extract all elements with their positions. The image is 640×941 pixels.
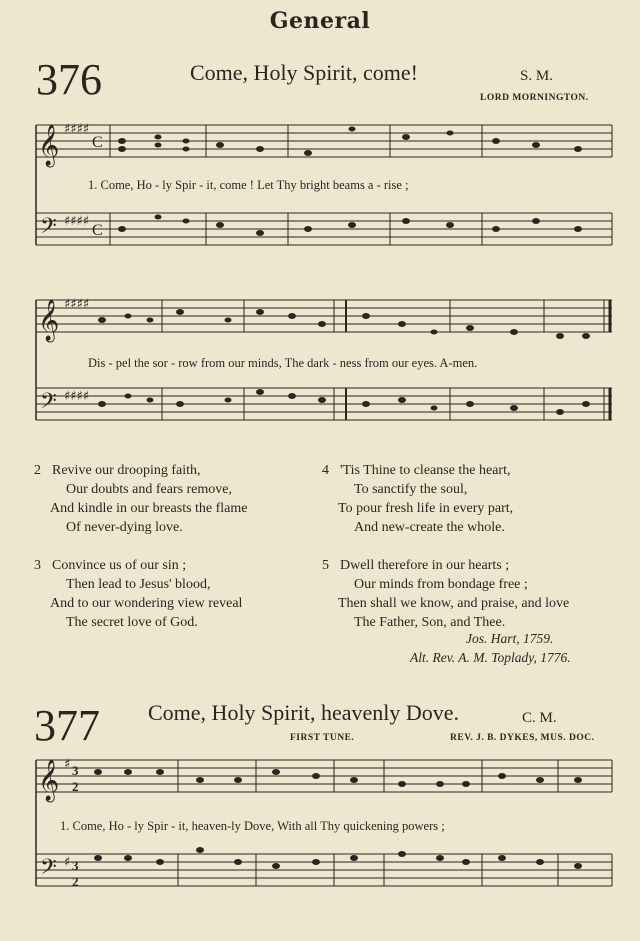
svg-text:C: C bbox=[92, 222, 103, 239]
svg-text:♯: ♯ bbox=[64, 757, 71, 772]
section-title: General bbox=[269, 8, 371, 34]
verse-line: Of never-dying love. bbox=[66, 520, 183, 535]
verse-line: Our minds from bondage free ; bbox=[354, 577, 528, 592]
verse-line: Dwell therefore in our hearts ; bbox=[340, 558, 510, 573]
verse-line: The Father, Son, and Thee. bbox=[354, 615, 506, 630]
verse-line: Our doubts and fears remove, bbox=[66, 482, 233, 497]
verse-number: 3 bbox=[34, 558, 41, 573]
hymn-number-377: 377 bbox=[34, 701, 100, 750]
svg-text:𝄞: 𝄞 bbox=[38, 125, 60, 166]
svg-text:𝄢: 𝄢 bbox=[40, 389, 57, 419]
svg-text:♯♯♯♯: ♯♯♯♯ bbox=[64, 389, 90, 404]
tune-label-377: FIRST TUNE. bbox=[290, 733, 355, 743]
verse-line: To sanctify the soul, bbox=[354, 482, 468, 497]
verse-line: Then shall we know, and praise, and love bbox=[338, 596, 570, 611]
hymn-title-376: Come, Holy Spirit, come! bbox=[190, 60, 418, 85]
verse-4 bbox=[322, 461, 513, 537]
meter-376: S. M. bbox=[520, 68, 553, 84]
hymn-number-376: 376 bbox=[36, 55, 102, 104]
svg-text:♯♯♯♯: ♯♯♯♯ bbox=[64, 122, 90, 137]
verse-line: And new-create the whole. bbox=[354, 520, 505, 535]
svg-text:♯♯♯♯: ♯♯♯♯ bbox=[64, 214, 90, 229]
svg-text:𝄢: 𝄢 bbox=[40, 214, 57, 244]
svg-text:3: 3 bbox=[72, 763, 79, 778]
attribution-alteration: Alt. Rev. A. M. Toplady, 1776. bbox=[410, 650, 571, 665]
verse-line: Revive our drooping faith, bbox=[52, 463, 201, 478]
meter-377: C. M. bbox=[522, 710, 557, 726]
verse-number: 2 bbox=[34, 463, 41, 478]
verse-line: 'Tis Thine to cleanse the heart, bbox=[340, 463, 511, 478]
verse-number: 4 bbox=[322, 463, 329, 478]
svg-text:♯♯♯♯: ♯♯♯♯ bbox=[64, 297, 90, 312]
verse-number: 5 bbox=[322, 558, 329, 573]
verse-line: And kindle in our breasts the flame bbox=[50, 501, 248, 516]
svg-text:2: 2 bbox=[72, 779, 79, 794]
lyric-376-line-2: Dis - pel the sor - row from our minds, The dark - ness from our eyes. A-men. bbox=[88, 356, 478, 370]
verse-line: Then lead to Jesus' blood, bbox=[66, 577, 211, 592]
svg-text:♯: ♯ bbox=[64, 855, 71, 870]
verse-3 bbox=[34, 556, 242, 632]
verse-line: To pour fresh life in every part, bbox=[338, 501, 514, 516]
verse-line: Convince us of our sin ; bbox=[52, 558, 187, 573]
verse-line: The secret love of God. bbox=[66, 615, 198, 630]
verse-line: And to our wondering view reveal bbox=[50, 596, 243, 611]
svg-text:𝄞: 𝄞 bbox=[38, 760, 60, 801]
svg-text:𝄞: 𝄞 bbox=[38, 300, 60, 341]
svg-text:𝄢: 𝄢 bbox=[40, 855, 57, 885]
composer-376: LORD MORNINGTON. bbox=[480, 93, 589, 103]
hymn-title-377: Come, Holy Spirit, heavenly Dove. bbox=[148, 700, 460, 725]
verse-2 bbox=[34, 461, 248, 537]
music-system-3 bbox=[30, 750, 615, 940]
lyric-377-line-1: 1. Come, Ho - ly Spir - it, heaven-ly Dove, With all Thy quickening powers ; bbox=[60, 819, 445, 833]
svg-text:3: 3 bbox=[72, 858, 79, 873]
svg-text:C: C bbox=[92, 134, 103, 151]
verse-5 bbox=[322, 556, 569, 632]
lyric-376-line-1: 1. Come, Ho - ly Spir - it, come ! Let Thy bright beams a - rise ; bbox=[88, 178, 409, 192]
attribution-author: Jos. Hart, 1759. bbox=[466, 631, 554, 646]
svg-text:2: 2 bbox=[72, 874, 79, 889]
composer-377: REV. J. B. DYKES, MUS. DOC. bbox=[450, 733, 595, 743]
